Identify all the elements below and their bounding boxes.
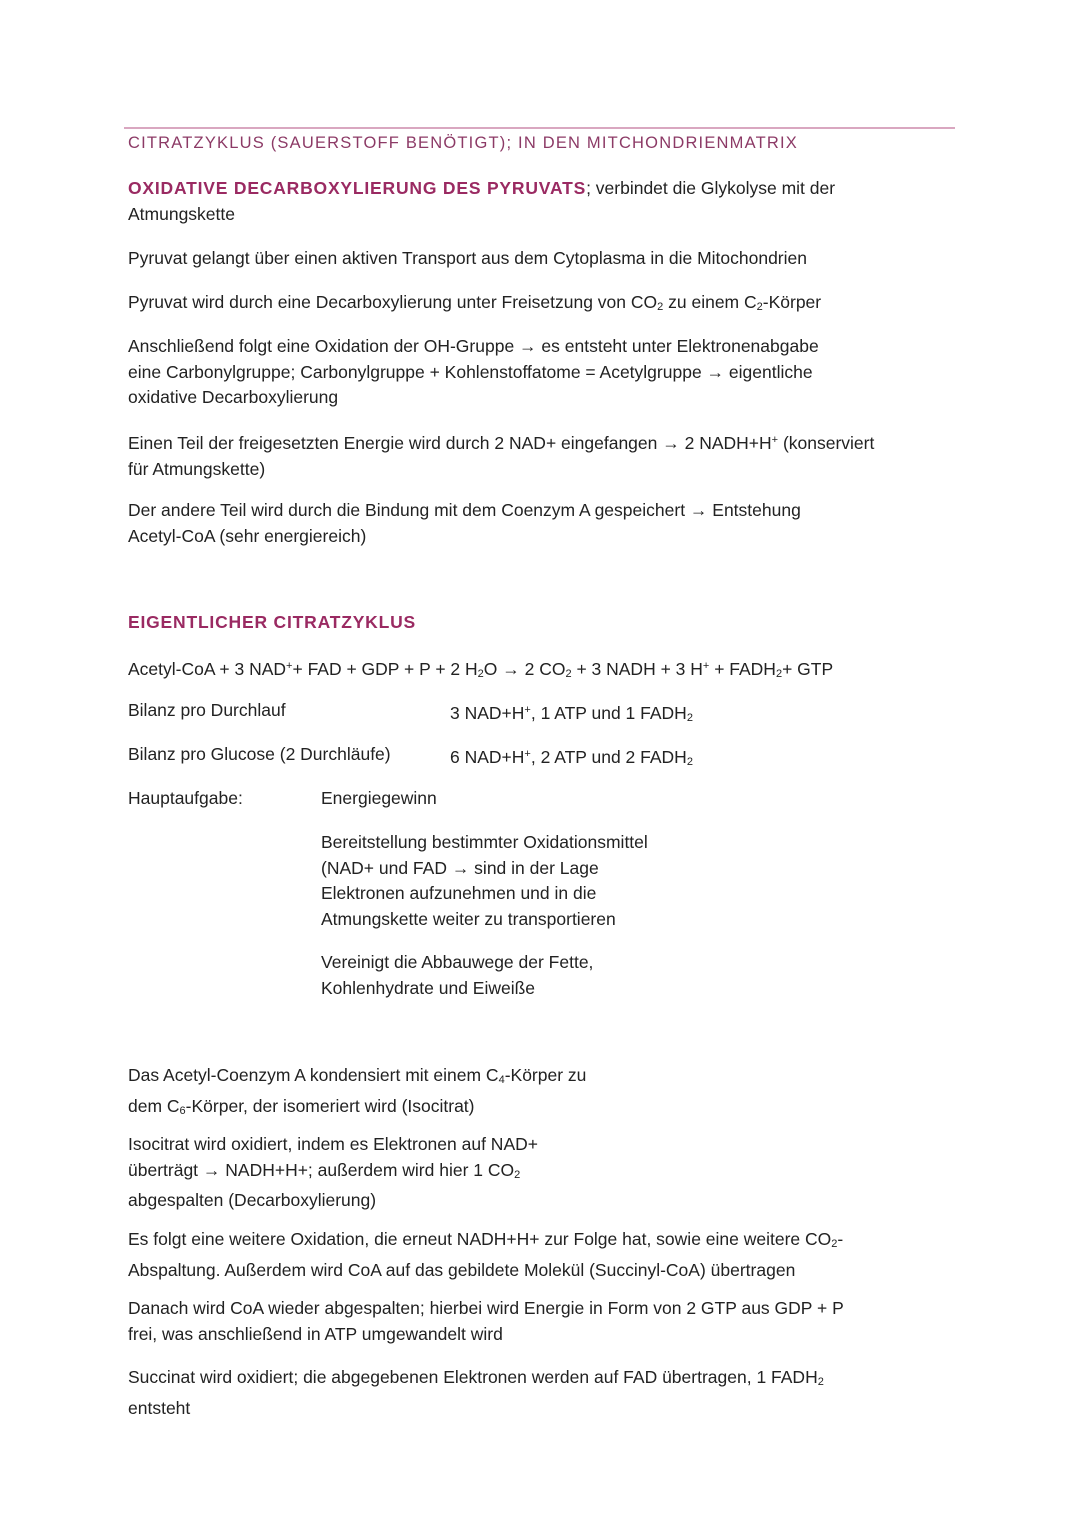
- paragraph: Pyruvat wird durch eine Decarboxylierung unter Freisetzung von $CO_2$ zu einem $C_2$-Körper: [128, 292, 822, 313]
- section2-title: EIGENTLICHER CITRATZYKLUS: [128, 612, 417, 632]
- paragraph: Einen Teil der freigesetzten Energie wird durch 2 NAD+ eingefangen → 2 NADH+H+ (konserviert für Atmungskette): [128, 433, 875, 479]
- reaction-equation: Acetyl-CoA + 3 NAD++ FAD + GDP + P + 2 $H_2O \to 2$ $CO_2 + 3$ NADH + 3 $H^+ + FADH_2+$ GTP: [128, 659, 834, 680]
- paragraph: Der andere Teil wird durch die Bindung mit dem Coenzym A gespeichert → Entstehung Acetyl-CoA (sehr energiereich): [128, 500, 801, 546]
- step-paragraph: Succinat wird oxidiert; die abgegebenen Elektronen werden auf FAD übertragen, 1 $FADH_2$ entsteht: [128, 1367, 824, 1418]
- hauptaufgabe-label: Hauptaufgabe:: [128, 788, 243, 808]
- task-item: Bereitstellung bestimmter Oxidationsmittel (NAD+ und FAD → sind in der Lage Elektronen aufzunehmen und in die Atmungskette weiter zu transportieren: [321, 832, 648, 929]
- page-header: CITRATZYKLUS (SAUERSTOFF BENÖTIGT); IN DEN MITCHONDRIENMATRIX: [128, 134, 798, 152]
- step-paragraph: Das Acetyl-Coenzym A kondensiert mit einem $C_4$-Körper zu dem $C_6$-Körper, der isomeriert wird (Isocitrat): [128, 1065, 587, 1117]
- bilanz-value: 3 NAD+H+, 1 ATP und 1 $FADH_2$: [450, 703, 693, 724]
- header-rule: [124, 127, 955, 129]
- bilanz-label: Bilanz pro Glucose (2 Durchläufe): [128, 744, 391, 764]
- paragraph: Anschließend folgt eine Oxidation der OH-Gruppe → es entsteht unter Elektronenabgabe eine Carbonylgruppe; Carbonylgruppe + Kohlenstoffatome = Acetylgruppe → eigentliche oxidative Decarboxylierung: [128, 336, 819, 407]
- step-paragraph: Isocitrat wird oxidiert, indem es Elektronen auf NAD+ überträgt → NADH+H+; außerdem wird hier 1 $CO_2$ abgespalten (Decarboxylierung): [128, 1134, 538, 1210]
- bilanz-value: 6 NAD+H+, 2 ATP und 2 $FADH_2$: [450, 747, 693, 768]
- paragraph: Pyruvat gelangt über einen aktiven Transport aus dem Cytoplasma in die Mitochondrien: [128, 248, 807, 268]
- step-paragraph: Es folgt eine weitere Oxidation, die erneut NADH+H+ zur Folge hat, sowie eine weitere $CO_2-$ Abspaltung. Außerdem wird CoA auf das gebildete Molekül (Succinyl-CoA) übertragen: [128, 1229, 844, 1280]
- step-paragraph: Danach wird CoA wieder abgespalten; hierbei wird Energie in Form von 2 GTP aus GDP + P frei, was anschließend in ATP umgewandelt wird: [128, 1298, 844, 1344]
- task-item: Energiegewinn: [321, 788, 437, 808]
- bilanz-label: Bilanz pro Durchlauf: [128, 700, 286, 720]
- task-item: Vereinigt die Abbauwege der Fette, Kohlenhydrate und Eiweiße: [321, 952, 594, 998]
- section1-title: OXIDATIVE DECARBOXYLIERUNG DES PYRUVATS: [128, 178, 587, 198]
- section1-heading: OXIDATIVE DECARBOXYLIERUNG DES PYRUVATS; verbindet die Glykolyse mit der Atmungskette: [128, 178, 836, 224]
